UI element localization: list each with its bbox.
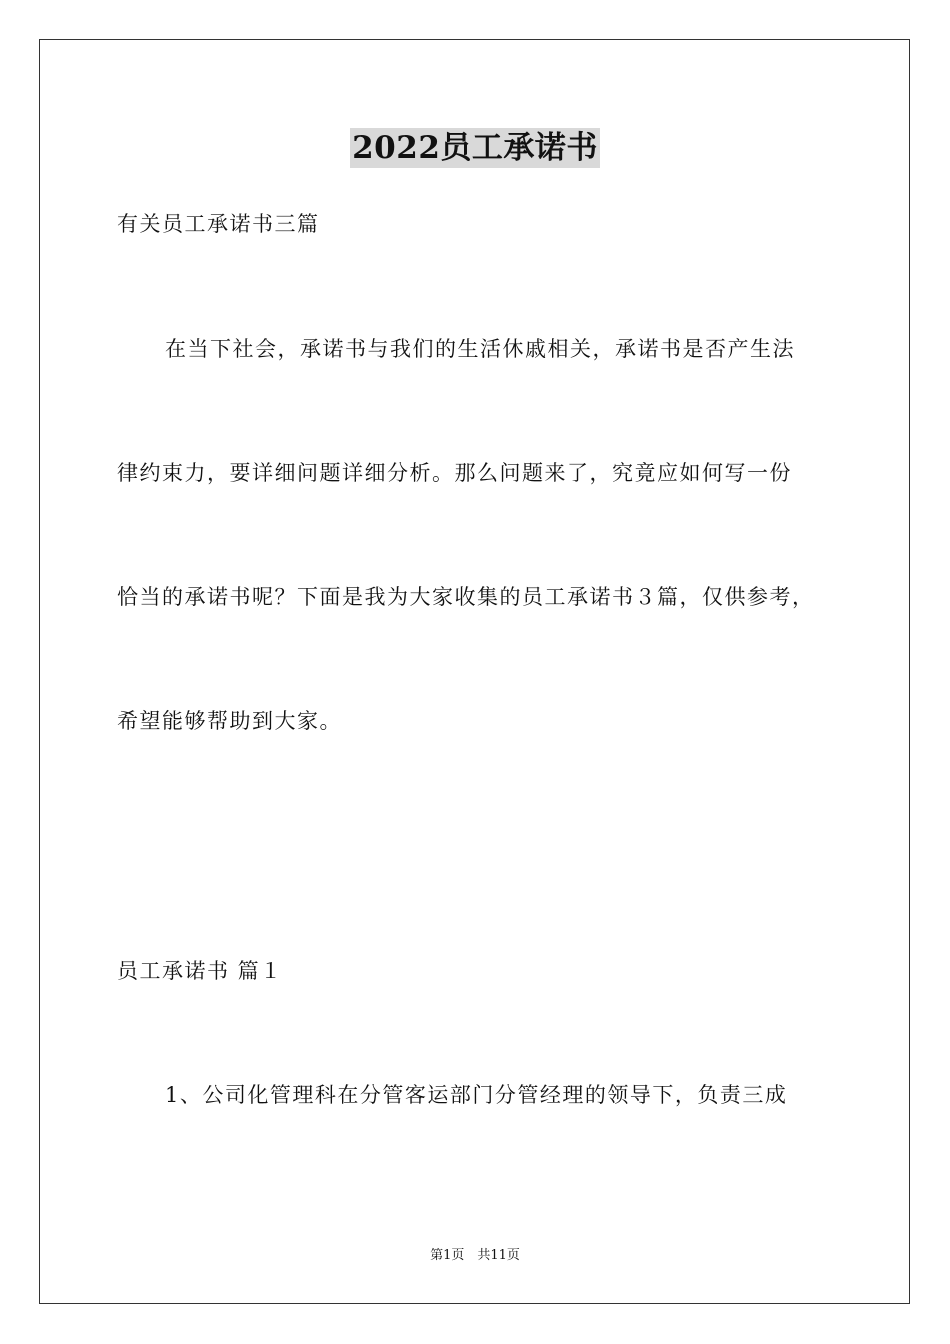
intro-line-2: 律约束力，要详细问题详细分析。那么问题来了，究竟应如何写一份 <box>117 461 792 485</box>
page-footer: 第1页 共11页 <box>430 1248 520 1263</box>
section-paragraph-line-1: 1、公司化管理科在分管客运部门分管经理的领导下，负责三成 <box>165 1083 788 1107</box>
document-title: 2022员工承诺书 <box>352 130 598 166</box>
document-subtitle: 有关员工承诺书三篇 <box>117 212 320 236</box>
document-title-container <box>0 128 950 168</box>
intro-line-4: 希望能够帮助到大家。 <box>117 709 342 733</box>
section-heading: 员工承诺书 篇１ <box>117 959 283 983</box>
intro-line-1: 在当下社会，承诺书与我们的生活休戚相关，承诺书是否产生法 <box>165 337 795 361</box>
intro-line-3: 恰当的承诺书呢？下面是我为大家收集的员工承诺书３篇，仅供参考， <box>117 585 815 609</box>
